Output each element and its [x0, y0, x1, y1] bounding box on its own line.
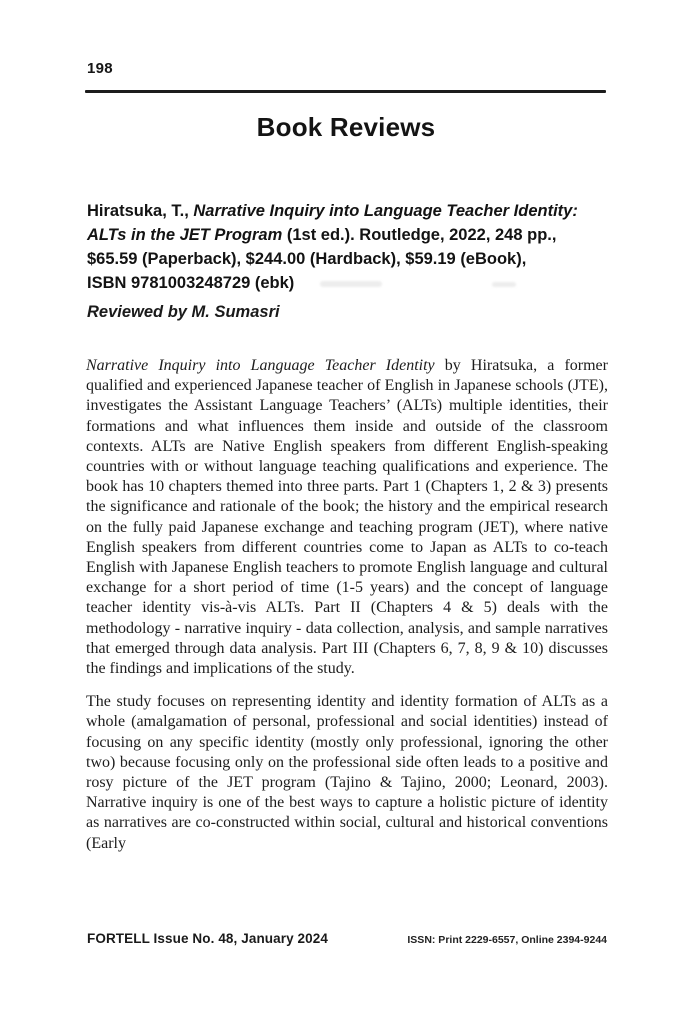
footer-issn: ISSN: Print 2229-6557, Online 2394-9244 [407, 934, 607, 946]
scan-artifact [320, 281, 382, 287]
page-number: 198 [87, 60, 113, 77]
review-paragraph-2: The study focuses on representing identity and identity formation of ALTs as a whole (amalgamation of personal, professional and social identities) instead of focusing on any specific identity (mostly only professional, ignoring the other two) because focusing only on the professional side often leads to a positive and rosy picture of the JET program (Tajino & Tajino, 2000; Leonard, 2003). Narrative inquiry is one of the best ways to capture a holistic picture of identity as narratives are co-constructed within social, cultural and historical conventions (Early [86, 693, 608, 852]
page-title: Book Reviews [256, 112, 436, 142]
paragraph-1-text: by Hiratsuka, a former qualified and experienced Japanese teacher of English in Japanese schools (JTE), investigates the Assistant Language Teachers’ (ALTs) multiple identities, their formations and what influences them inside and outside of the classroom contexts. ALTs are Native English speakers from different English-speaking countries with or without language teaching qualifications and experience. The book has 10 chapters themed into three parts. Part 1 (Chapters 1, 2 & 3) presents the significance and rationale of the book; the history and the empirical research on the fully paid Japanese exchange and teaching program (JET), where native English speakers from different countries come to Japan as ALTs to co-teach English with Japanese English teachers to promote English language and cultural exchange for a short period of time (1-5 years) and the concept of language teacher identity vis-à-vis ALTs. Part II (Chapters 4 & 5) deals with the methodology - narrative inquiry - data collection, analysis, and sample narratives that emerged through data analysis. Part III (Chapters 6, 7, 8, 9 & 10) discusses the findings and implications of the study. [86, 357, 608, 678]
book-title-part-1: Narrative Inquiry into Language Teacher Identity: [193, 202, 578, 220]
scan-artifact [492, 282, 516, 287]
reviewer-byline: Reviewed by M. Sumasri [87, 303, 280, 321]
citation-line-4-isbn: ISBN 9781003248729 (ebk) [87, 274, 295, 292]
citation-line-3-prices: $65.59 (Paperback), $244.00 (Hardback), $59.19 (eBook), [87, 250, 527, 268]
header-rule-divider [85, 90, 606, 93]
citation-author: Hiratsuka, T., [87, 202, 194, 220]
book-title-inline: Narrative Inquiry into Language Teacher Identity [86, 357, 435, 374]
citation-line-1 [87, 199, 617, 223]
book-title-part-2: ALTs in the JET Program [87, 226, 283, 244]
citation-edition-publisher: (1st ed.). Routledge, 2022, 248 pp., [282, 226, 557, 244]
review-paragraph-1 [86, 356, 608, 679]
review-body [86, 356, 608, 854]
citation-line-2 [87, 223, 617, 247]
footer-journal-issue: FORTELL Issue No. 48, January 2024 [87, 931, 328, 946]
